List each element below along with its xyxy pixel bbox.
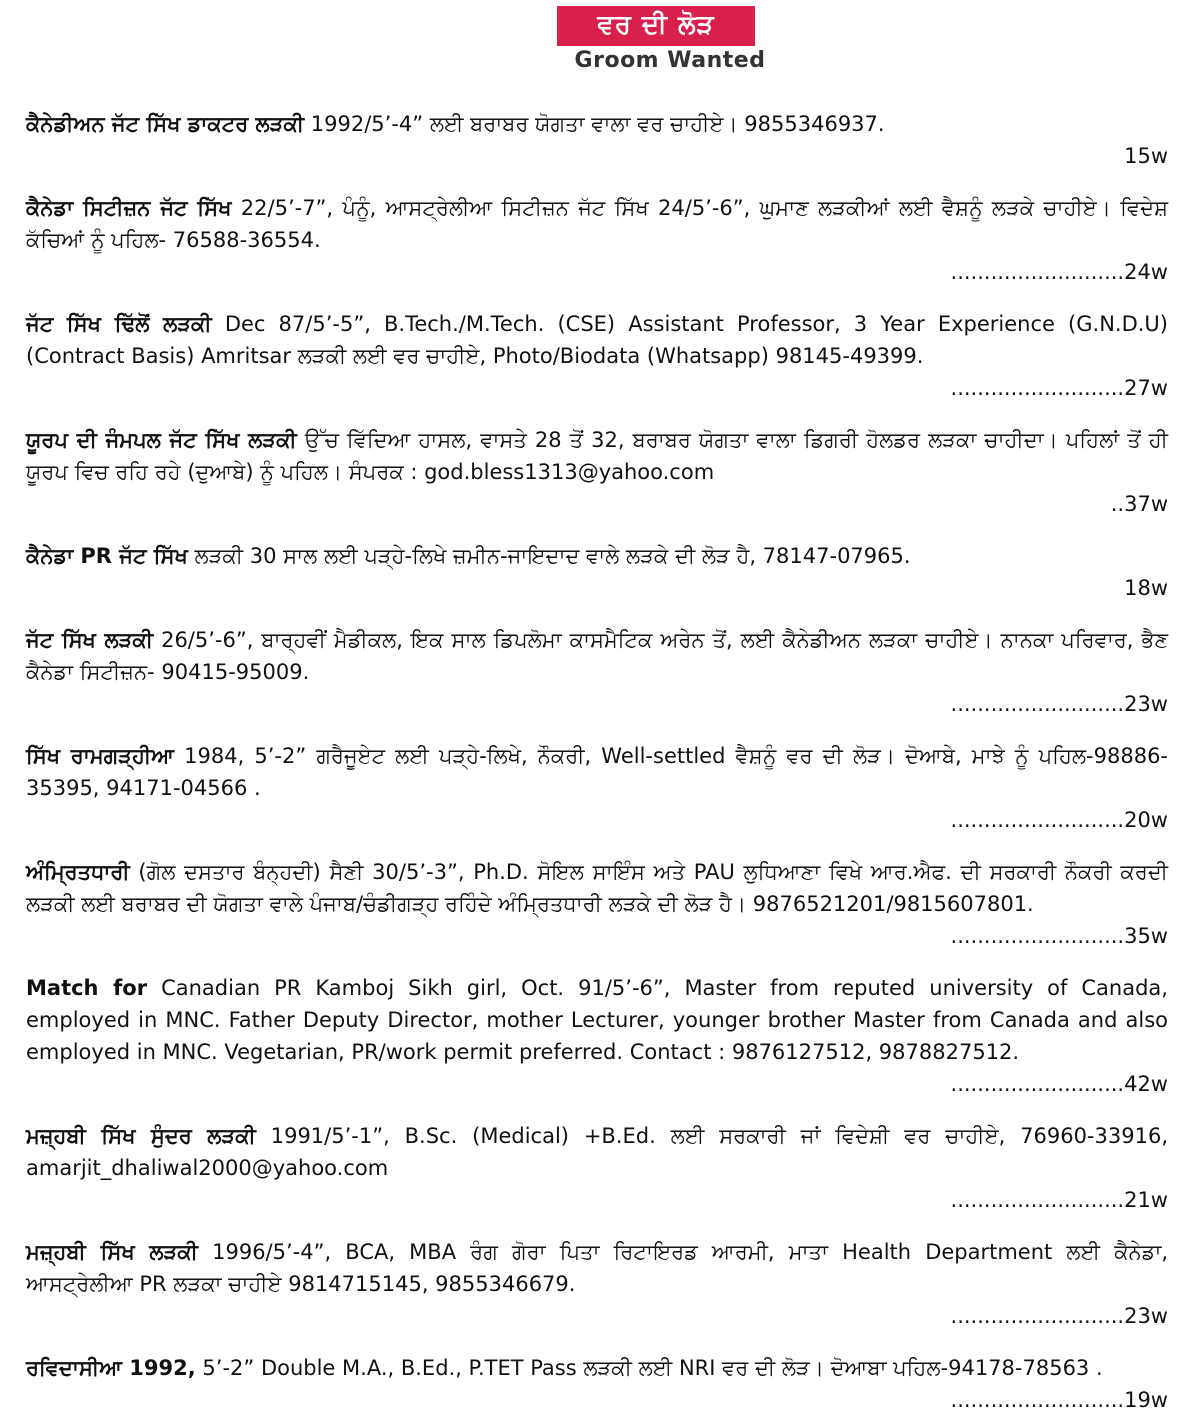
ad-lead: Match for [26,976,148,1000]
ad-body: 1996/5’-4”, BCA, MBA ਰੰਗ ਗੋਰਾ ਪਿਤਾ ਰਿਟਾਇਰਡ ਆਰਮੀ, ਮਾਤਾ Health Department ਲਈ ਕੈਨੇਡਾ, ਆਸਟ੍ਰੇਲੀਆ PR ਲੜਕਾ ਚਾਹੀਏ 9814715145, 9855346679. [26,1240,1168,1296]
ad-item [26,624,1168,720]
ad-body: 1984, 5’-2” ਗਰੈਜੂਏਟ ਲਈ ਪੜ੍ਹੇ-ਲਿਖੇ, ਨੌਕਰੀ, Well-settled ਵੈਸ਼ਨੂੰ ਵਰ ਦੀ ਲੋੜ। ਦੋਆਬੇ, ਮਾਝੇ ਨੂੰ ਪਹਿਲ-98886-35395, 94171-04566 . [26,744,1169,800]
ad-code: ..........................35w [950,924,1168,948]
section-header [0,6,1200,73]
section-title-english: Groom Wanted [574,48,766,73]
ad-body: 1991/5’-1”, B.Sc. (Medical) +B.Ed. ਲਈ ਸਰਕਾਰੀ ਜਾਂ ਵਿਦੇਸ਼ੀ ਵਰ ਚਾਹੀਏ, 76960-33916, amarjit_dhaliwal2000@yahoo.com [26,1124,1168,1180]
ad-code: ..........................20w [950,808,1168,832]
ad-body: ਲੜਕੀ 30 ਸਾਲ ਲਈ ਪੜ੍ਹੇ-ਲਿਖੇ ਜ਼ਮੀਨ-ਜਾਇਦਾਦ ਵਾਲੇ ਲੜਕੇ ਦੀ ਲੋੜ ਹੈ, 78147-07965. [187,544,911,568]
ad-item [26,1352,1168,1416]
ad-lead: ਅੰਮ੍ਰਿਤਧਾਰੀ [26,860,130,884]
ad-body: 5’-2” Double M.A., B.Ed., P.TET Pass ਲੜਕੀ ਲਈ NRI ਵਰ ਦੀ ਲੋੜ। ਦੋਆਬਾ ਪਹਿਲ-94178-78563 . [195,1356,1103,1380]
ad-code: ..37w [1110,492,1168,516]
ad-body: 1992/5’-4” ਲਈ ਬਰਾਬਰ ਯੋਗਤਾ ਵਾਲਾ ਵਰ ਚਾਹੀਏ। 9855346937. [304,112,885,136]
ad-code: ..........................42w [950,1072,1168,1096]
ad-code: ..........................23w [950,692,1168,716]
ad-item [26,972,1168,1100]
ad-lead: ਕੈਨੇਡਾ PR ਜੱਟ ਸਿੱਖ [26,544,188,568]
ad-item [26,740,1168,836]
ad-lead: ਯੂਰਪ ਦੀ ਜੰਮਪਲ ਜੱਟ ਸਿੱਖ ਲੜਕੀ [26,428,297,452]
ad-body: Dec 87/5’-5”, B.Tech./M.Tech. (CSE) Assistant Professor, 3 Year Experience (G.N.D.U) (Contract Basis) Amritsar ਲੜਕੀ ਲਈ ਵਰ ਚਾਹੀਏ, Photo/Biodata (Whatsapp) 98145-49399. [26,312,1168,368]
section-title-punjabi: ਵਰ ਦੀ ਲੋੜ [557,6,754,46]
ad-code: ..........................21w [950,1188,1168,1212]
ad-code: ..........................19w [950,1388,1168,1412]
ad-body: ਉੱਚ ਵਿੱਦਿਆ ਹਾਸਲ, ਵਾਸਤੇ 28 ਤੋਂ 32, ਬਰਾਬਰ ਯੋਗਤਾ ਵਾਲਾ ਡਿਗਰੀ ਹੋਲਡਰ ਲੜਕਾ ਚਾਹੀਦਾ। ਪਹਿਲਾਂ ਤੋਂ ਹੀ ਯੂਰਪ ਵਿਚ ਰਹਿ ਰਹੇ (ਦੁਆਬੇ) ਨੂੰ ਪਹਿਲ। ਸੰਪਰਕ : god.bless1313@yahoo.com [26,428,1168,484]
ad-item [26,540,1168,604]
ad-lead: ਜੱਟ ਸਿੱਖ ਲੜਕੀ [26,628,154,652]
ad-item [26,108,1168,172]
ad-code: ..........................24w [950,260,1168,284]
ad-body: 22/5’-7”, ਪੰਨੂੰ, ਆਸਟ੍ਰੇਲੀਆ ਸਿਟੀਜ਼ਨ ਜੱਟ ਸਿੱਖ 24/5’-6”, ਘੁਮਾਣ ਲੜਕੀਆਂ ਲਈ ਵੈਸ਼ਨੂੰ ਲੜਕੇ ਚਾਹੀਏ। ਵਿਦੇਸ਼ ਕੱਚਿਆਂ ਨੂੰ ਪਹਿਲ- 76588-36554. [26,196,1168,252]
ad-code: ..........................27w [950,376,1168,400]
ad-lead: ਕੈਨੇਡੀਅਨ ਜੱਟ ਸਿੱਖ ਡਾਕਟਰ ਲੜਕੀ [26,112,305,136]
ad-body: Canadian PR Kamboj Sikh girl, Oct. 91/5’-6”, Master from reputed university of Canada, employed in MNC. Father Deputy Director, mother Lecturer, younger brother Master from Canada and also employed in MNC. Vegetarian, PR/work permit preferred. Contact : 9876127512, 9878827512. [26,976,1168,1064]
ad-code: ..........................23w [950,1304,1168,1328]
ad-lead: ਸਿੱਖ ਰਾਮਗੜ੍ਹੀਆ [26,744,175,768]
ads-list [26,108,1168,1416]
ad-lead: ਮਜ਼੍ਹਬੀ ਸਿੱਖ ਲੜਕੀ [26,1240,198,1264]
ad-item [26,1120,1168,1216]
ad-body: (ਗੋਲ ਦਸਤਾਰ ਬੰਨ੍ਹਦੀ) ਸੈਣੀ 30/5’-3”, Ph.D. ਸੋਇਲ ਸਾਇੰਸ ਅਤੇ PAU ਲੁਧਿਆਣਾ ਵਿਖੇ ਆਰ.ਐਫ. ਦੀ ਸਰਕਾਰੀ ਨੌਕਰੀ ਕਰਦੀ ਲੜਕੀ ਲਈ ਬਰਾਬਰ ਦੀ ਯੋਗਤਾ ਵਾਲੇ ਪੰਜਾਬ/ਚੰਡੀਗੜ੍ਹ ਰਹਿੰਦੇ ਅੰਮ੍ਰਿਤਧਾਰੀ ਲੜਕੇ ਦੀ ਲੋੜ ਹੈ। 9876521201/9815607801. [26,860,1168,916]
ad-item [26,424,1168,520]
ad-item [26,1236,1168,1332]
ad-item [26,308,1168,404]
ad-code: 18w [1124,576,1168,600]
ad-lead: ਰਵਿਦਾਸੀਆ 1992, [26,1356,196,1380]
ad-item [26,856,1168,952]
ad-lead: ਜੱਟ ਸਿੱਖ ਢਿੱਲੋਂ ਲੜਕੀ [26,312,212,336]
ad-lead: ਮਜ਼੍ਹਬੀ ਸਿੱਖ ਸੁੰਦਰ ਲੜਕੀ [26,1124,256,1148]
ad-code: 15w [1124,144,1168,168]
ad-body: 26/5’-6”, ਬਾਰ੍ਹਵੀਂ ਮੈਡੀਕਲ, ਇਕ ਸਾਲ ਡਿਪਲੋਮਾ ਕਾਸਮੈਟਿਕ ਅਰੇਨ ਤੋਂ, ਲਈ ਕੈਨੇਡੀਅਨ ਲੜਕਾ ਚਾਹੀਏ। ਨਾਨਕਾ ਪਰਿਵਾਰ, ਭੈਣ ਕੈਨੇਡਾ ਸਿਟੀਜ਼ਨ- 90415-95009. [26,628,1168,684]
ad-lead: ਕੈਨੇਡਾ ਸਿਟੀਜ਼ਨ ਜੱਟ ਸਿੱਖ [26,196,232,220]
ad-item [26,192,1168,288]
